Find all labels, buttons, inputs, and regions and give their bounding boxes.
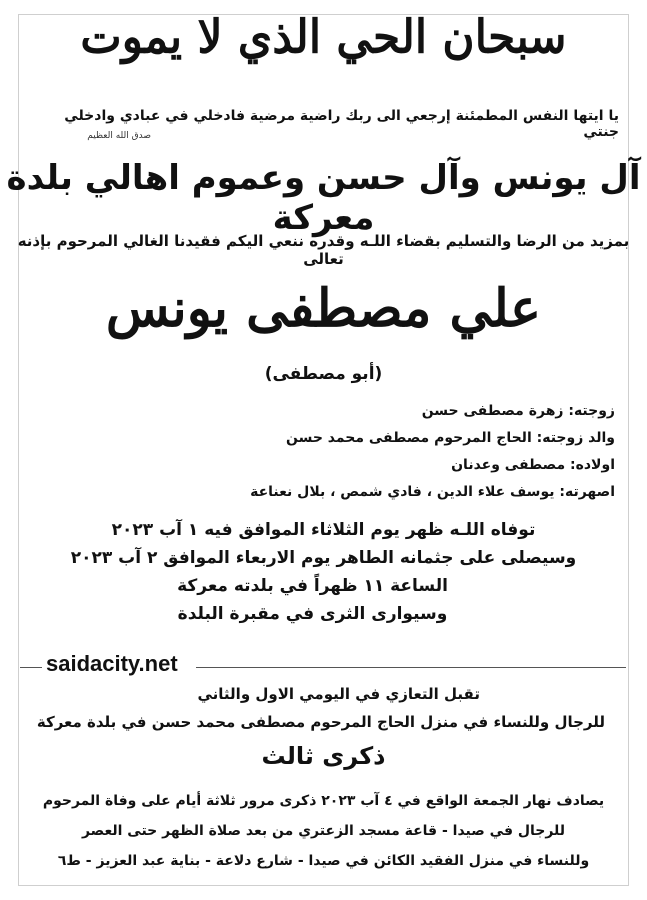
divider-right: [196, 667, 626, 668]
funeral-line-prayer: وسيصلى على جثمانه الطاهر يوم الاربعاء الموافق ٢ آب ٢٠٢٣: [70, 548, 577, 568]
third-day-women: وللنساء في منزل الفقيد الكائن في صيدا - شارع دلاعة - بناية عبد العزيز - ط٦: [57, 853, 590, 869]
relative-sons-in-law: اصهرته: يوسف علاء الدين ، فادي شمص ، بلال نعناعة: [250, 484, 615, 500]
relative-children: اولاده: مصطفى وعدنان: [451, 457, 615, 473]
verse-source: صدق الله العظيم: [87, 131, 151, 141]
divider-left: [20, 667, 42, 668]
quran-verse: يا ايتها النفس المطمئنة إرجعي الى ربك راضية مرضية فادخلي في عبادي وادخلي جنتي: [64, 108, 619, 140]
calligraphy-header: سبحان الحي الذي لا يموت: [80, 10, 567, 65]
funeral-details: [0, 516, 647, 628]
relative-wife: زوجته: زهرة مصطفى حسن: [421, 403, 615, 419]
funeral-line-time: الساعة ١١ ظهراً في بلدته معركة: [177, 576, 448, 596]
relative-father-in-law: والد زوجته: الحاج المرحوم مصطفى محمد حسن: [285, 430, 615, 446]
watermark-site: saidacity.net: [46, 651, 178, 676]
third-day-details: [0, 786, 647, 876]
condolences-block: [36, 680, 605, 736]
deceased-name: علي مصطفى يونس: [105, 278, 542, 339]
deceased-kunya: (أبو مصطفى): [264, 364, 383, 384]
condolences-days: تقبل التعازي في اليومي الاول والثاني: [197, 685, 480, 703]
third-day-date: يصادف نهار الجمعة الواقع في ٤ آب ٢٠٢٣ ذكرى مرور ثلاثة أيام على وفاة المرحوم: [42, 793, 605, 809]
funeral-line-burial: وسيوارى الثرى في مقبرة البلدة: [177, 604, 448, 624]
relatives-list: [195, 398, 615, 506]
third-day-title: ذكرى ثالث: [261, 742, 386, 770]
funeral-line-death: توفاه اللـه ظهر يوم الثلاثاء الموافق فيه ١ آب ٢٠٢٣: [111, 520, 536, 540]
families-heading: آل يونس وآل حسن وعموم اهالي بلدة معركة: [6, 158, 641, 238]
announcement-intro: بمزيد من الرضا والتسليم بقضاء اللـه وقدره ننعي اليكم فقيدنا الغالي المرحوم بإذنه تعالى: [17, 232, 630, 268]
condolences-location: للرجال وللنساء في منزل الحاج المرحوم مصطفى محمد حسن في بلدة معركة: [36, 713, 605, 731]
third-day-men: للرجال في صيدا - قاعة مسجد الزعتري من بعد صلاة الظهر حتى العصر: [81, 823, 566, 839]
